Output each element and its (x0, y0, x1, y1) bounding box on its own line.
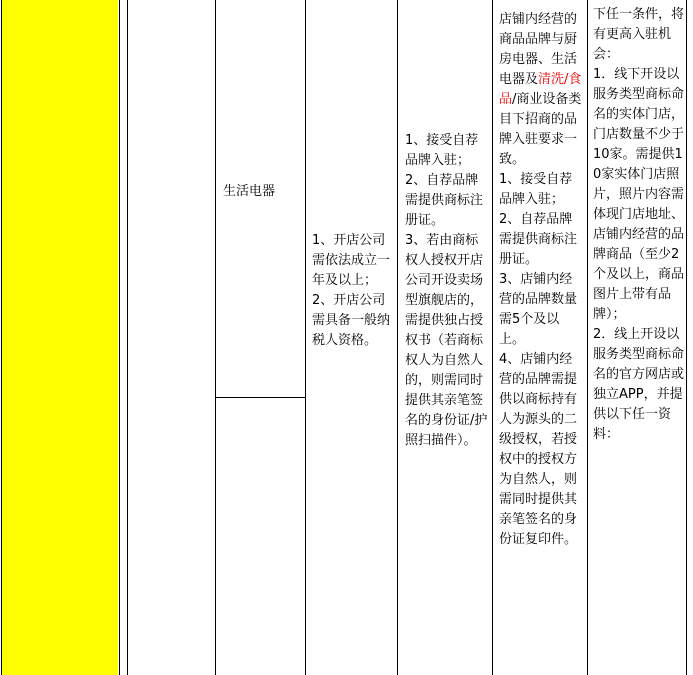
table-border-col2-right (215, 0, 216, 675)
category-label: 生活电器 (223, 184, 276, 199)
table-border-col6 (587, 0, 588, 675)
company-requirements-text: 1、开店公司需依法成立一年及以上； 2、开店公司需具备一般纳税人资格。 (312, 233, 391, 348)
category-row-divider (215, 397, 306, 398)
scope-text-highlight: 清洗/食品 (499, 72, 582, 107)
table-border-left (1, 0, 2, 675)
table-border-col2-left (127, 0, 128, 675)
extra-requirements-text: 下任一条件，将有更高入驻机会： 1．线下开设以服务类型商标命名的实体门店，门店数量不少于10家。需提供10家实体门店照片，照片内容需体现门店地址、店铺内经营的品牌商品（至少2个及以上，商品图片上带有品牌）； 2．线上开设以服务类型商标命名的官方网店或独立APP，并提供以下任一资料： (593, 7, 685, 442)
table-border-col3 (305, 0, 306, 675)
table-border-col1 (119, 0, 120, 675)
brand-requirements-text: 1、接受自荐品牌入驻； 2、自荐品牌需提供商标注册证。 3、若由商标权人授权开店公司开设卖场型旗舰店的，需提供独占授权书（若商标权人为自然人的，则需同时提供其亲笔签名的身份证/护照扫描件）。 (405, 133, 488, 448)
scope-requirements-text (499, 10, 585, 550)
table-border-col5 (492, 0, 493, 675)
scope-text-before: 店铺内经营的商品品牌与厨房电器、生活电器及 (499, 12, 578, 87)
scope-text-after: /商业设备类目下招商的品牌入驻要求一致。 1、接受自荐品牌入驻； 2、自荐品牌需提供商标注册证。 3、店铺内经营的品牌数量需5个及以上。 4、店铺内经营的品牌需提供以商标持有人为源头的二级授权，若授权中的授权方为自然人，则需同时提供其亲笔签名的身份证复印件。 (499, 92, 582, 547)
table-border-col4 (397, 0, 398, 675)
highlighted-category-cell (2, 0, 118, 675)
